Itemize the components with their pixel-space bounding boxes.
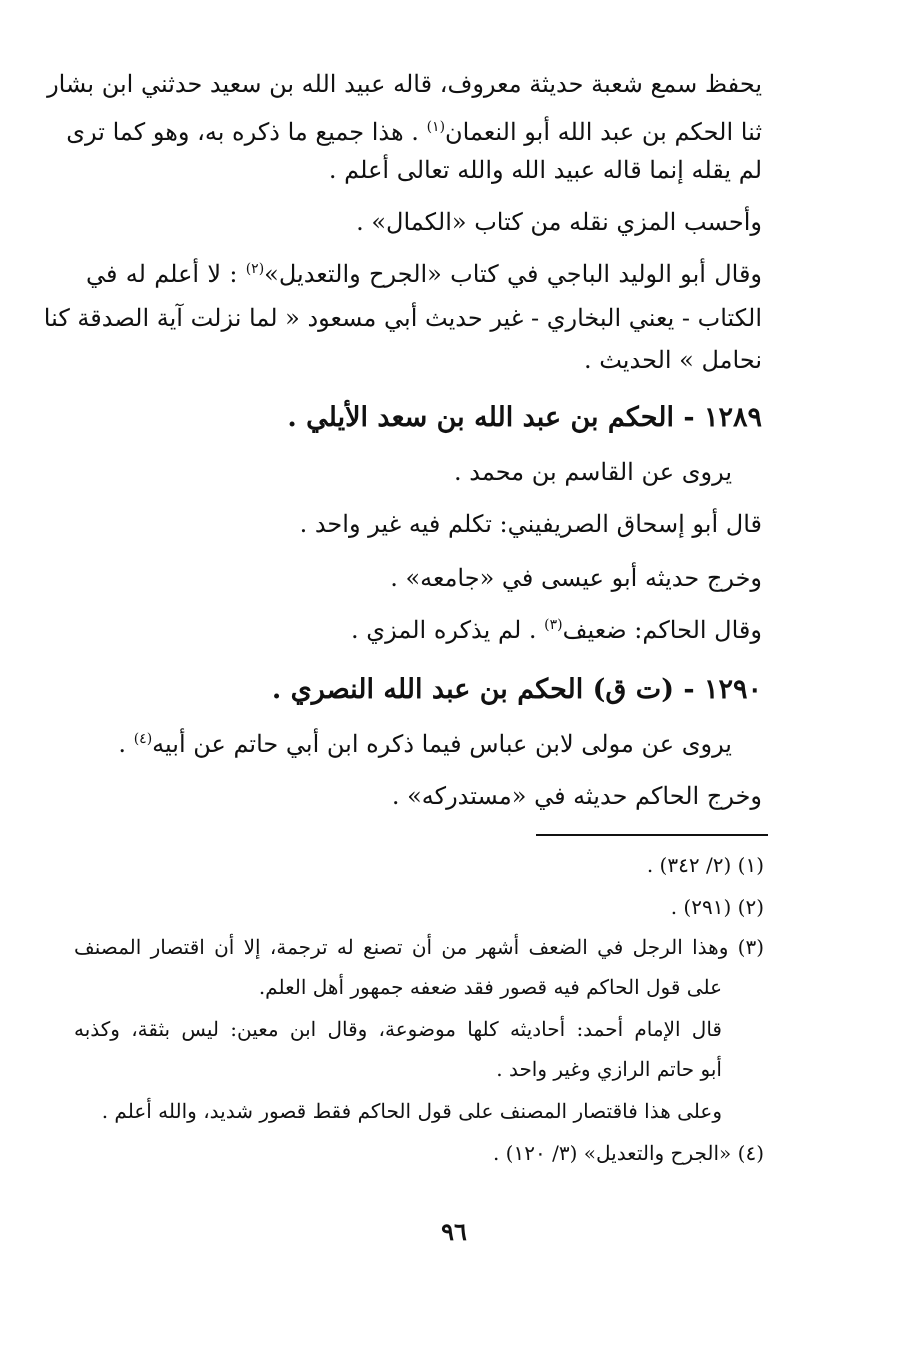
entry-line: يروى عن القاسم بن محمد . (454, 458, 732, 486)
entry-line: وخرج الحاكم حديثه في «مستدركه» . (391, 782, 762, 810)
body-line: نحامل » الحديث . (583, 346, 762, 374)
body-line: الكتاب - يعني البخاري - غير حديث أبي مسعود « لما نزلت آية الصدقة كنا (43, 304, 762, 332)
page-number: ٩٦ (441, 1217, 467, 1246)
entry-line: قال أبو إسحاق الصريفيني: تكلم فيه غير واحد . (299, 510, 762, 538)
entry-line: وقال الحاكم: ضعيف$^{(٣)}$ . لم يذكره المزي . (351, 616, 762, 644)
footnote-continuation: قال الإمام أحمد: أحاديثه كلها موضوعة، وقال ابن معين: ليس بثقة، وكذبه (74, 1017, 722, 1041)
footnote-continuation: أبو حاتم الرازي وغير واحد . (496, 1057, 722, 1081)
entry-line: يروى عن مولى لابن عباس فيما ذكره ابن أبي حاتم عن أبيه$^{(٤)}$ . (118, 730, 732, 758)
entry-heading: ١٢٩٠ - (ت ق) الحكم بن عبد الله النصري . (271, 674, 762, 705)
footnote-ref: (٣) (544, 617, 563, 633)
footnote: (١) (٢/ ٣٤٢) . (646, 853, 764, 877)
footnote: (٤) «الجرح والتعديل» (٣/ ١٢٠) . (492, 1141, 764, 1165)
body-line: وقال أبو الوليد الباجي في كتاب «الجرح والتعديل»$^{(٢)}$ : لا أعلم له في (86, 260, 763, 288)
entry-heading: ١٢٨٩ - الحكم بن عبد الله بن سعد الأيلي . (287, 402, 762, 433)
body-line: ثنا الحكم بن عبد الله أبو النعمان$^{(١)}$ . هذا جميع ما ذكره به، وهو كما ترى (66, 118, 762, 146)
entry-line: وخرج حديثه أبو عيسى في «جامعه» . (390, 564, 762, 592)
footnote-ref: (١) (426, 119, 446, 135)
footnote-continuation: على قول الحاكم فيه قصور فقد ضعفه جمهور أهل العلم. (258, 975, 722, 999)
footnote-ref: (٤) (133, 731, 153, 747)
body-line: يحفظ سمع شعبة حديثة معروف، قاله عبيد الله بن سعيد حدثني ابن بشار (47, 70, 762, 98)
body-line: وأحسب المزي نقله من كتاب «الكمال» . (356, 208, 762, 236)
footnote-continuation: وعلى هذا فاقتصار المصنف على قول الحاكم فقط قصور شديد، والله أعلم . (101, 1099, 722, 1123)
footnote: (٢) (٢٩١) . (670, 895, 764, 919)
body-line: لم يقله إنما قاله عبيد الله والله تعالى أعلم . (328, 156, 762, 184)
footnote-ref: (٢) (245, 261, 265, 277)
footnote-separator (536, 834, 768, 836)
footnote: (٣) وهذا الرجل في الضعف أشهر من أن تصنع له ترجمة، إلا أن اقتصار المصنف (74, 935, 764, 959)
